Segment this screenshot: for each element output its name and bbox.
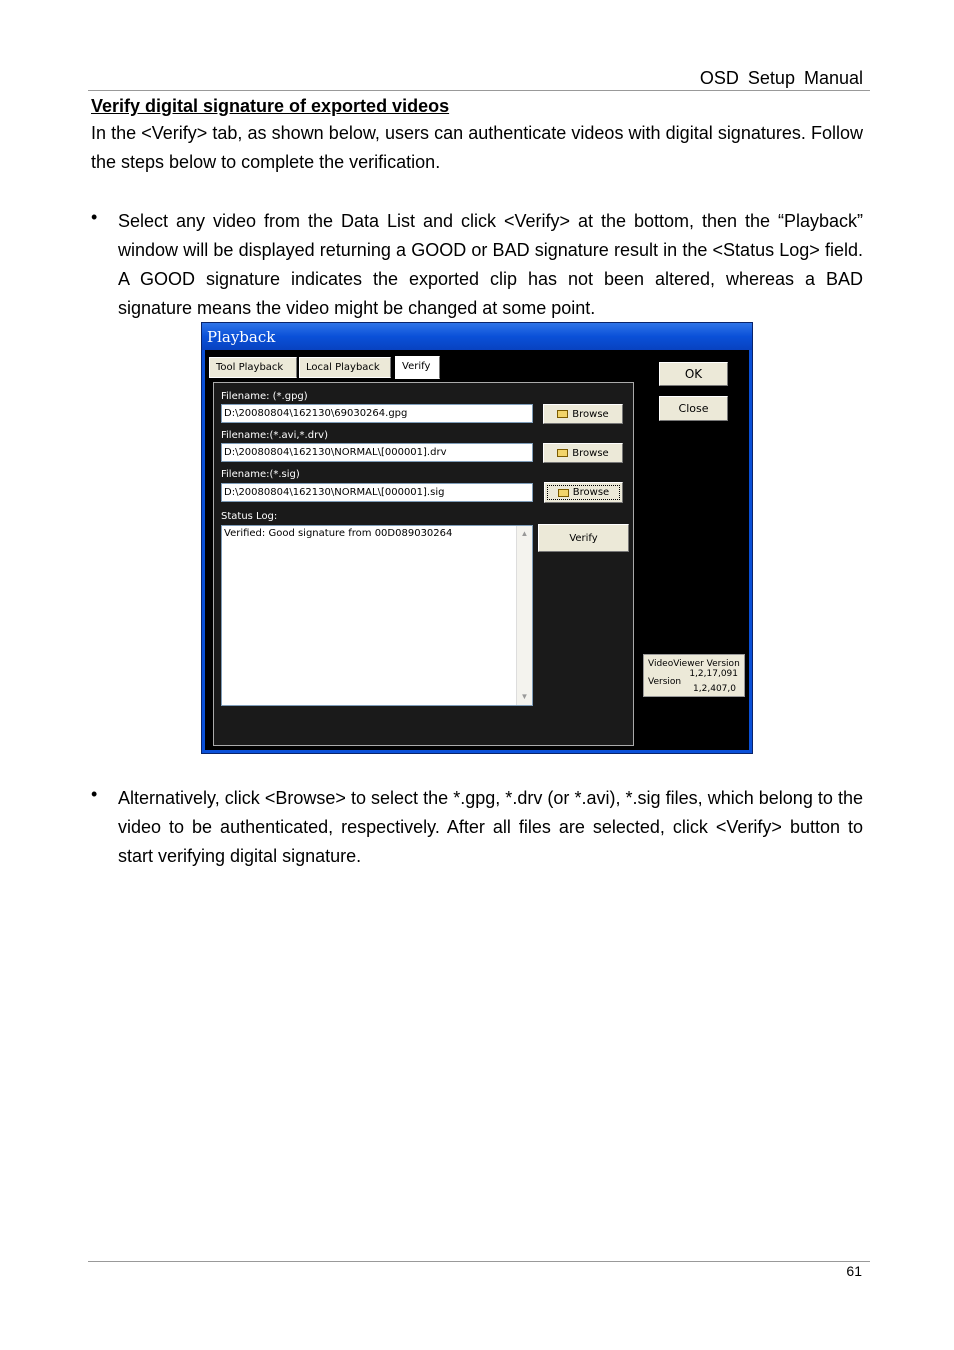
gpg-filename-label: Filename: (*.gpg) xyxy=(221,391,308,402)
sig-filename-input[interactable]: D:\20080804\162130\NORMAL\[000001].sig xyxy=(221,483,533,502)
drv-filename-input[interactable]: D:\20080804\162130\NORMAL\[000001].drv xyxy=(221,443,533,462)
browse-sig-button[interactable]: Browse xyxy=(544,482,623,503)
sig-filename-label: Filename:(*.sig) xyxy=(221,469,300,480)
header-divider xyxy=(88,90,870,91)
status-log-box[interactable] xyxy=(221,525,533,706)
window-frame-left xyxy=(202,350,205,753)
window-frame-bottom xyxy=(202,750,752,753)
section-title: Verify digital signature of exported videos xyxy=(91,96,450,116)
status-log-scrollbar[interactable] xyxy=(516,526,532,705)
viewer-version-value: 1,2,17,091 xyxy=(689,669,738,679)
verify-panel xyxy=(213,382,634,746)
version-value: 1,2,407,0 xyxy=(693,684,736,694)
ok-button[interactable]: OK xyxy=(659,362,728,386)
footer-divider xyxy=(88,1261,870,1262)
version-label: Version xyxy=(648,677,682,687)
header-title: OSD Setup Manual xyxy=(699,68,863,88)
bullet-text-1: Select any video from the Data List and click <Verify> at the bottom, then the “Playback” window will be displayed returning a GOOD or BAD signature result in the <Status Log> field. A GOOD signature indicates the exported clip has not been altered, whereas a BAD signature means the video might be changed at some point. xyxy=(118,211,863,318)
browse-drv-button[interactable]: Browse xyxy=(543,443,623,463)
status-log-label: Status Log: xyxy=(221,511,278,522)
tab-verify[interactable]: Verify xyxy=(395,356,440,379)
verify-button[interactable]: Verify xyxy=(538,524,629,552)
window-titlebar xyxy=(202,323,752,350)
tab-local-playback[interactable]: Local Playback xyxy=(299,357,391,378)
window-title: Playback xyxy=(207,328,276,346)
bullet-marker: • xyxy=(91,207,98,227)
status-log-text: Verified: Good signature from 00D089030264 xyxy=(224,528,453,539)
close-button[interactable]: Close xyxy=(659,396,728,421)
drv-filename-label: Filename:(*.avi,*.drv) xyxy=(221,430,329,441)
tab-tool-playback[interactable]: Tool Playback xyxy=(209,357,297,378)
version-info-box xyxy=(643,654,745,697)
browse-gpg-button[interactable]: Browse xyxy=(543,404,623,424)
window-frame-right xyxy=(749,350,752,753)
intro-paragraph: In the <Verify> tab, as shown below, users can authenticate videos with digital signatures. Follow the steps below to complete the verification. xyxy=(91,123,863,172)
folder-icon xyxy=(558,489,569,497)
viewer-version-label: VideoViewer Version xyxy=(648,659,740,669)
playback-window xyxy=(201,322,753,754)
bullet-marker: • xyxy=(91,784,98,804)
gpg-filename-input[interactable]: D:\20080804\162130\69030264.gpg xyxy=(221,404,533,423)
bullet-text-2: Alternatively, click <Browse> to select the *.gpg, *.drv (or *.avi), *.sig files, which belong to the video to be authenticated, respectively. After all files are selected, click <Verify> button to start verifying digital signature. xyxy=(118,788,863,866)
folder-icon xyxy=(557,410,568,418)
scroll-up-icon[interactable]: ▲ xyxy=(520,529,529,538)
page-number: 61 xyxy=(846,1263,862,1279)
folder-icon xyxy=(557,449,568,457)
scroll-down-icon[interactable]: ▼ xyxy=(520,692,529,701)
